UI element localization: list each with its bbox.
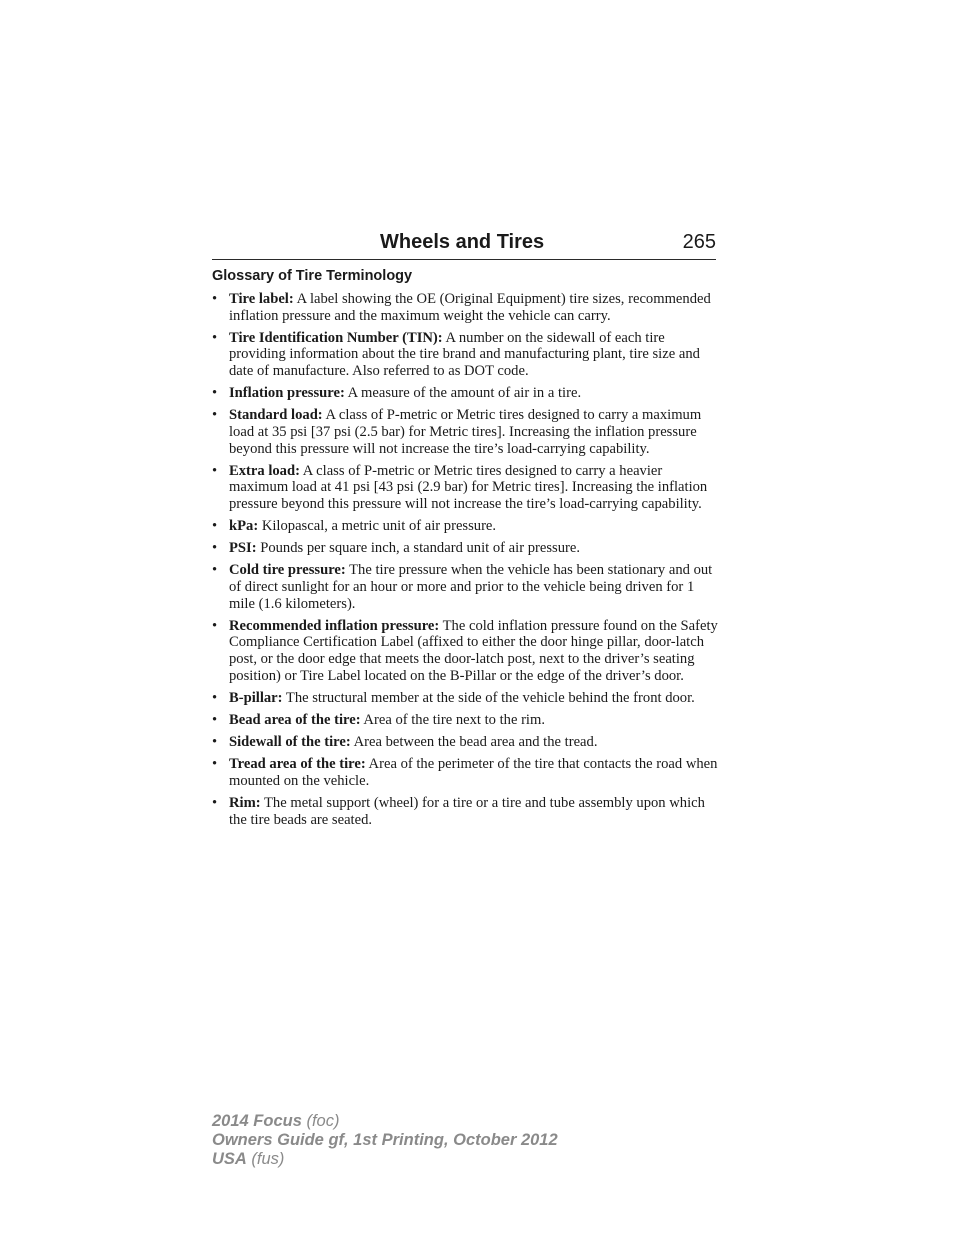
page-number: 265 bbox=[682, 231, 716, 253]
definition: A label showing the OE (Original Equipment) tire sizes, recommended inflation pressure and the maximum weight the vehicle can carry. bbox=[229, 291, 711, 324]
footer-line-1 bbox=[212, 1112, 558, 1131]
bullet: • bbox=[212, 756, 218, 773]
bullet: • bbox=[212, 689, 218, 706]
definition: A number on the sidewall of each tire providing information about the tire brand and manufacturing plant, tire size and date of manufacture. Also referred to as DOT code. bbox=[229, 329, 700, 379]
term: Tire Identification Number (TIN): bbox=[229, 329, 443, 346]
definition: Area between the bead area and the tread. bbox=[350, 734, 598, 751]
bullet: • bbox=[212, 795, 218, 812]
glossary-item-cold-tire-pressure bbox=[212, 562, 718, 612]
definition: The cold inflation pressure found on the Safety Compliance Certification Label (affixed to either the door hinge pillar, door-latch post, or the door edge that meets the door-latch post, next to the driver’s seating position) or Tire Label located on the B-Pillar or the edge of the driver’s door. bbox=[229, 617, 718, 684]
glossary-item-b-pillar bbox=[212, 690, 718, 707]
term: Tread area of the tire: bbox=[229, 756, 366, 773]
bullet: • bbox=[212, 407, 218, 424]
term: Bead area of the tire: bbox=[229, 712, 361, 728]
term: Cold tire pressure: bbox=[229, 562, 346, 579]
bullet: • bbox=[212, 562, 218, 579]
definition: Area of the perimeter of the tire that contacts the road when mounted on the vehicle. bbox=[229, 756, 718, 789]
definition: The metal support (wheel) for a tire or a tire and tube assembly upon which the tire beads are seated. bbox=[229, 795, 705, 828]
glossary-item-rim bbox=[212, 795, 718, 828]
glossary-item-extra-load bbox=[212, 463, 718, 513]
glossary-item-recommended-inflation-pressure bbox=[212, 618, 718, 684]
bullet: • bbox=[212, 712, 218, 728]
bullet: • bbox=[212, 329, 218, 346]
glossary-item-tire-label bbox=[212, 291, 718, 324]
term: PSI: bbox=[229, 540, 257, 557]
term: Sidewall of the tire: bbox=[229, 734, 351, 751]
term: Recommended inflation pressure: bbox=[229, 617, 440, 634]
term: kPa: bbox=[229, 518, 259, 535]
glossary-item-bead-area bbox=[212, 712, 718, 729]
definition: Kilopascal, a metric unit of air pressure. bbox=[258, 518, 497, 535]
definition: A class of P-metric or Metric tires designed to carry a maximum load at 35 psi [37 psi (2.5 bar) for Metric tires]. Increasing the inflation pressure beyond this pressure will not increase the tire’s load-carrying capability. bbox=[229, 407, 702, 457]
definition: A class of P-metric or Metric tires designed to carry a heavier maximum load at 41 psi [43 psi (2.9 bar) for Metric tires]. Increasing the inflation pressure beyond this pressure will not increase the tire’s load-carrying capability. bbox=[229, 462, 708, 512]
term: B-pillar: bbox=[229, 689, 283, 706]
glossary-item-sidewall bbox=[212, 734, 718, 751]
section-title: Wheels and Tires bbox=[380, 231, 545, 253]
definition: Pounds per square inch, a standard unit of air pressure. bbox=[256, 540, 580, 557]
footer-market-code: (fus) bbox=[246, 1150, 285, 1168]
footer-line-2: Owners Guide gf, 1st Printing, October 2012 bbox=[212, 1131, 558, 1149]
term: Rim: bbox=[229, 795, 261, 812]
bullet: • bbox=[212, 540, 218, 557]
bullet: • bbox=[212, 385, 218, 402]
glossary-item-standard-load bbox=[212, 407, 718, 457]
term: Standard load: bbox=[229, 407, 323, 424]
term: Inflation pressure: bbox=[229, 385, 345, 402]
definition: The tire pressure when the vehicle has been stationary and out of direct sunlight for an hour or more and prior to the vehicle being driven for 1 mile (1.6 kilometers). bbox=[229, 562, 713, 612]
term: Extra load: bbox=[229, 462, 300, 479]
page-header bbox=[212, 229, 716, 260]
footer bbox=[212, 1112, 558, 1169]
bullet: • bbox=[212, 462, 218, 479]
bullet: • bbox=[212, 617, 218, 634]
bullet: • bbox=[212, 518, 218, 535]
definition: A measure of the amount of air in a tire. bbox=[344, 385, 582, 402]
glossary-list bbox=[212, 291, 718, 834]
glossary-item-tread-area bbox=[212, 756, 718, 789]
term: Tire label: bbox=[229, 291, 294, 307]
bullet: • bbox=[212, 291, 218, 307]
definition: Area of the tire next to the rim. bbox=[360, 712, 545, 728]
glossary-item-inflation-pressure bbox=[212, 385, 718, 402]
definition: The structural member at the side of the vehicle behind the front door. bbox=[282, 689, 695, 706]
footer-line-3 bbox=[212, 1150, 558, 1169]
footer-market: USA bbox=[212, 1150, 247, 1168]
glossary-item-psi bbox=[212, 540, 718, 557]
bullet: • bbox=[212, 734, 218, 751]
footer-model: 2014 Focus bbox=[212, 1112, 302, 1130]
glossary-heading: Glossary of Tire Terminology bbox=[212, 268, 413, 284]
footer-model-code: (foc) bbox=[301, 1112, 340, 1130]
glossary-item-kpa bbox=[212, 518, 718, 535]
glossary-item-tin bbox=[212, 330, 718, 380]
